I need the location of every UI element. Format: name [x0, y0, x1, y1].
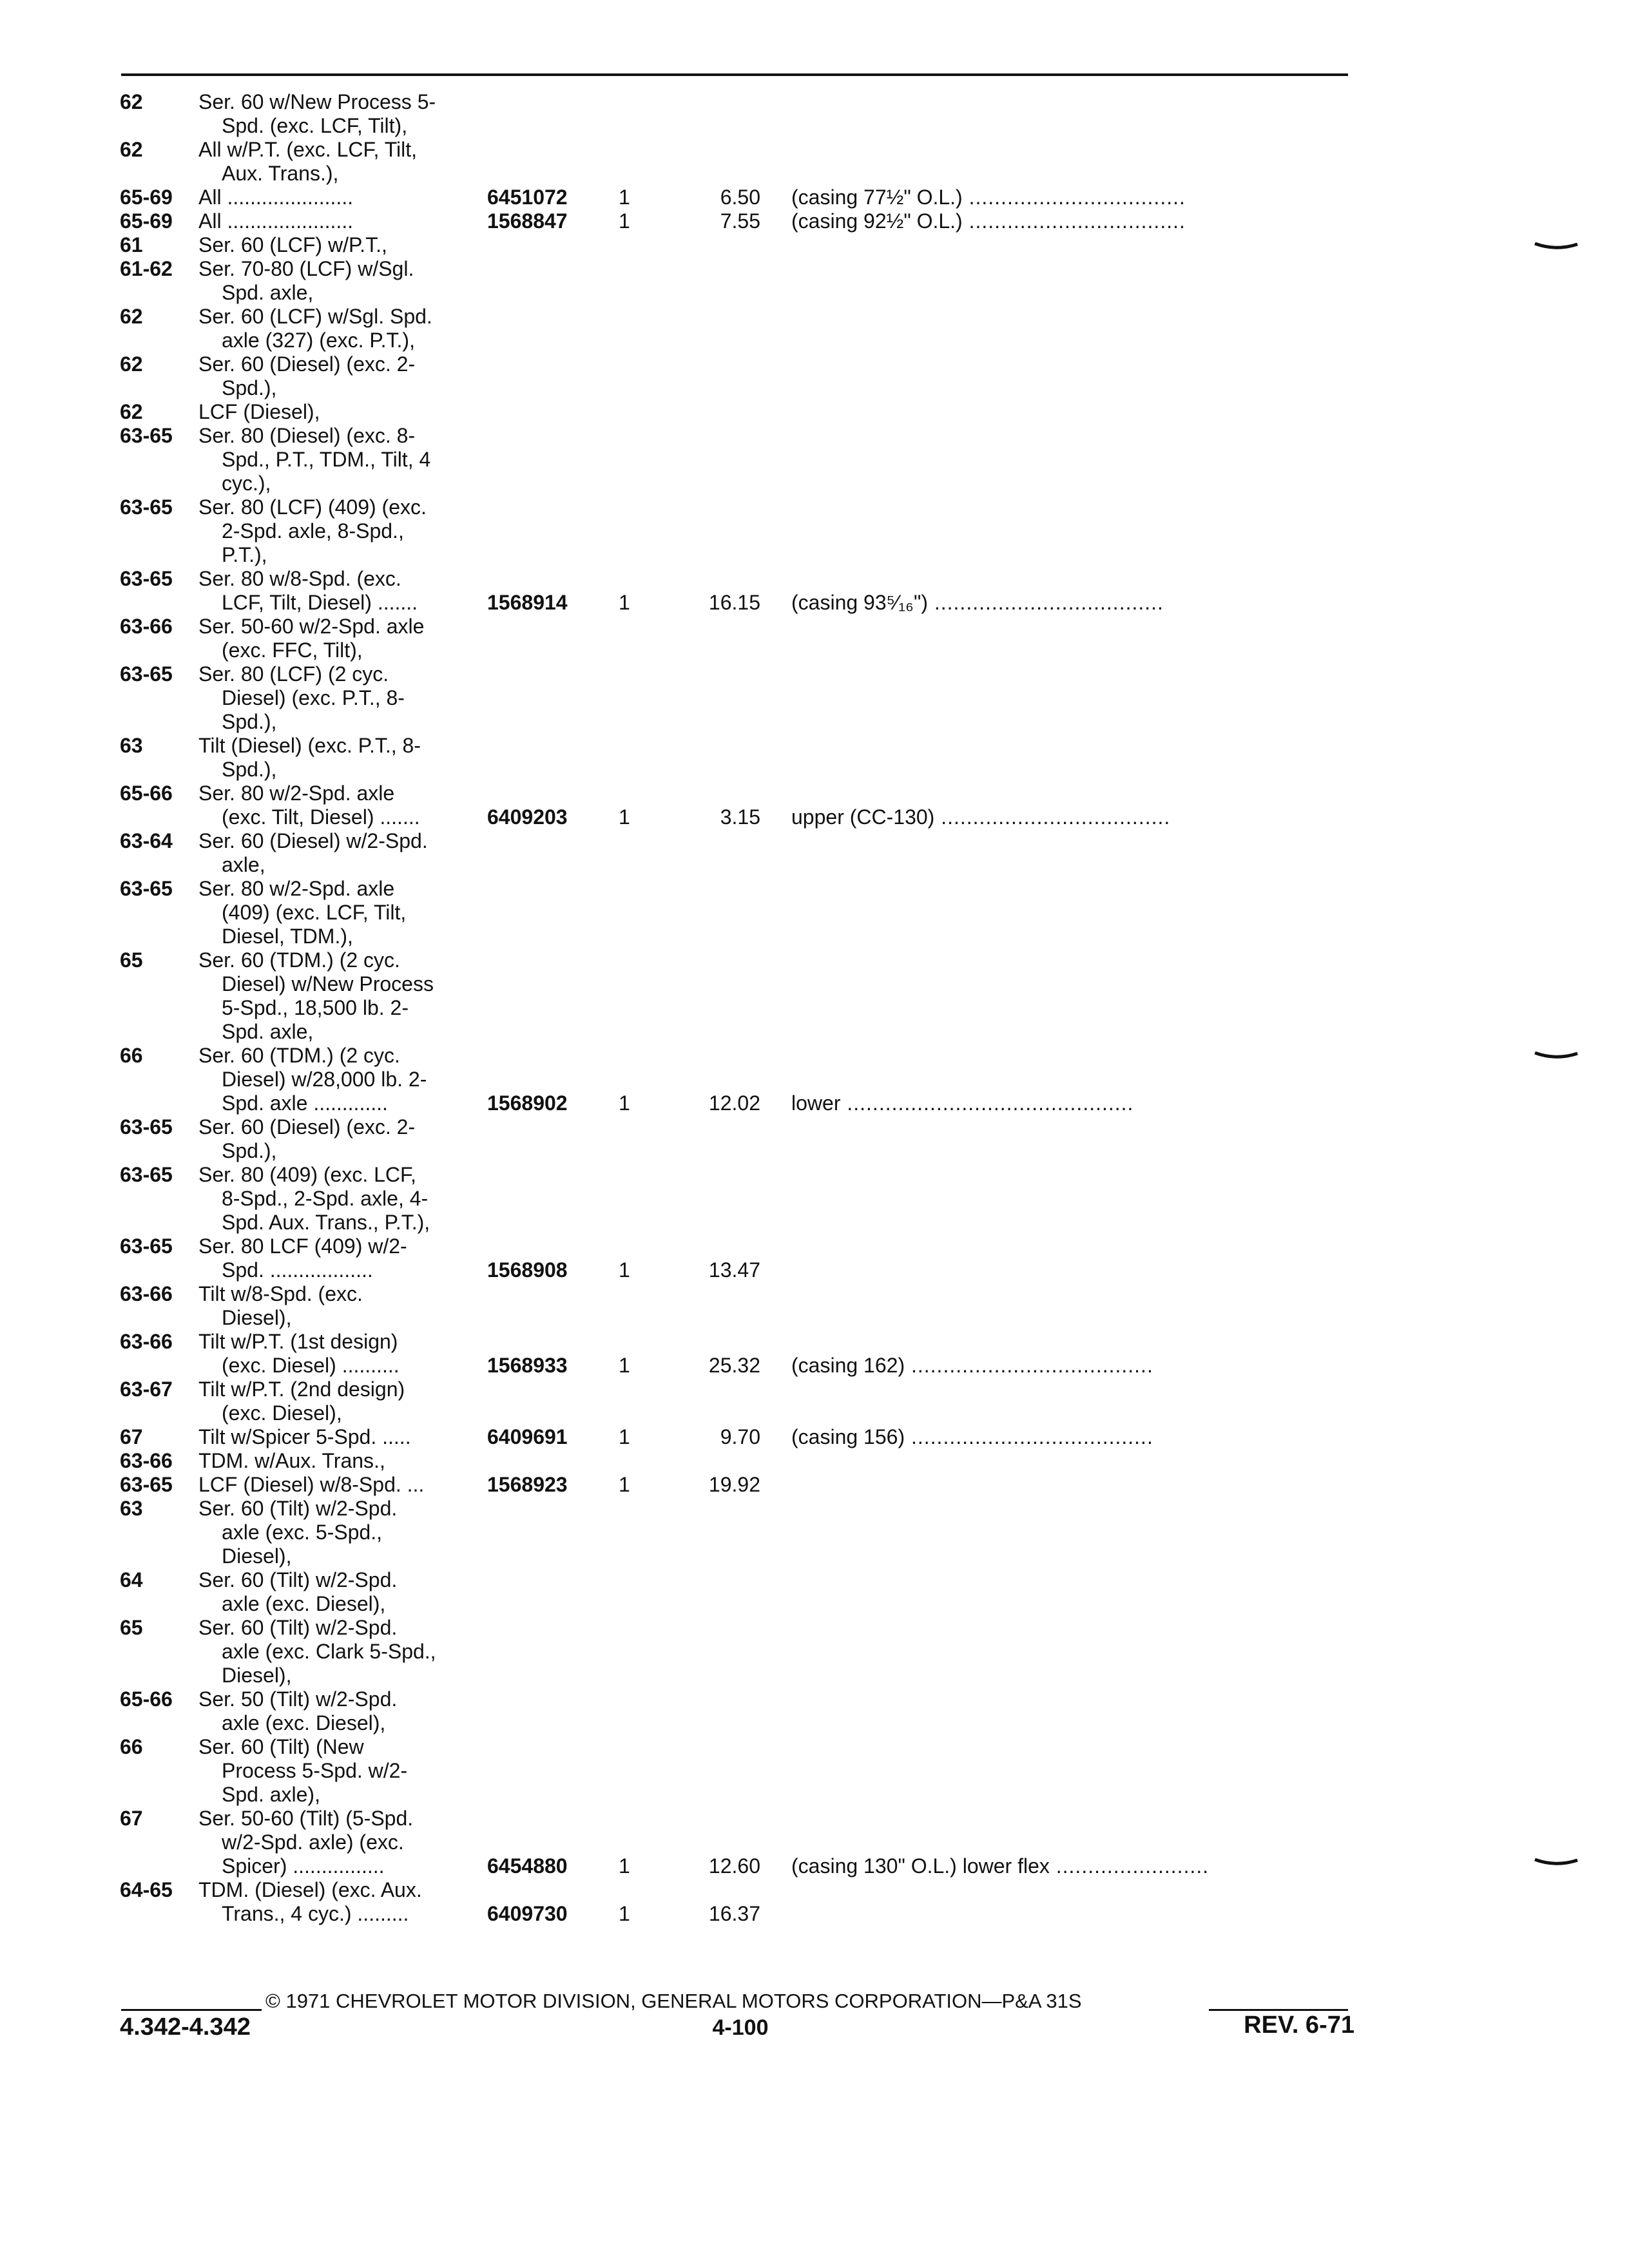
leader-dots: ......................................	[905, 1354, 1153, 1377]
footer-rule-left	[121, 2009, 262, 2011]
description-line: (exc. Diesel),	[222, 1401, 342, 1425]
note-text: (casing 156)	[791, 1425, 905, 1448]
application-description	[198, 1330, 482, 1378]
model-years: 63-66	[120, 1449, 173, 1472]
description-line: axle (exc. 5-Spd.,	[222, 1521, 382, 1544]
model-years: 62	[120, 352, 143, 376]
copyright-notice: © 1971 CHEVROLET MOTOR DIVISION, GENERAL MOTORS CORPORATION—P&A 31S	[265, 1990, 1082, 2012]
description-line: P.T.),	[222, 543, 267, 566]
part-note	[791, 1091, 1347, 1115]
application-description	[198, 1735, 482, 1807]
description-line: Ser. 60 (Diesel) (exc. 2-	[198, 352, 416, 376]
note-text: lower	[791, 1091, 841, 1115]
application-description	[198, 209, 482, 233]
description-line: (exc. Diesel) ..........	[222, 1354, 400, 1377]
description-line: Ser. 60 (Diesel) (exc. 2-	[198, 1115, 416, 1139]
margin-tick-mark	[1534, 1052, 1579, 1061]
description-line: Ser. 60 (Diesel) w/2-Spd.	[198, 829, 428, 852]
description-line: Spd. axle),	[222, 1783, 320, 1806]
description-line: Spd. axle,	[222, 1020, 314, 1043]
description-line: Ser. 80 w/8-Spd. (exc.	[198, 567, 401, 590]
application-description	[198, 1044, 482, 1115]
description-line: Ser. 80 w/2-Spd. axle	[198, 877, 395, 900]
model-years: 65-66	[120, 1687, 173, 1711]
model-years: 66	[120, 1735, 143, 1758]
description-line: Spd.),	[222, 1139, 277, 1162]
application-description	[198, 305, 482, 352]
model-years: 62	[120, 400, 143, 423]
quantity: 1	[619, 1425, 630, 1448]
quantity: 1	[619, 805, 630, 829]
model-years: 62	[120, 138, 143, 161]
page-number: 4-100	[712, 2015, 769, 2040]
model-years: 67	[120, 1425, 143, 1448]
part-number: 1568908	[487, 1258, 568, 1282]
leader-dots: ..................................	[962, 186, 1186, 209]
section-code: 4.342-4.342	[120, 2013, 251, 2041]
description-line: Diesel) (exc. P.T., 8-	[222, 686, 405, 709]
description-line: Ser. 80 (409) (exc. LCF,	[198, 1163, 416, 1186]
description-line: Ser. 60 (LCF) w/P.T.,	[198, 233, 387, 256]
application-description	[198, 1163, 482, 1235]
model-years: 65	[120, 1616, 143, 1639]
description-line: (409) (exc. LCF, Tilt,	[222, 901, 407, 924]
description-line: TDM. w/Aux. Trans.,	[198, 1449, 385, 1472]
part-note	[791, 1354, 1347, 1378]
description-line: Diesel) w/28,000 lb. 2-	[222, 1068, 427, 1091]
description-line: 2-Spd. axle, 8-Spd.,	[222, 519, 404, 543]
application-description	[198, 829, 482, 877]
description-line: axle,	[222, 853, 265, 876]
application-description	[198, 1687, 482, 1735]
description-line: Spd.),	[222, 710, 277, 733]
description-line: Ser. 50 (Tilt) w/2-Spd.	[198, 1687, 398, 1711]
model-years: 63-64	[120, 829, 173, 852]
part-number: 1568847	[487, 209, 568, 233]
description-line: LCF, Tilt, Diesel) .......	[222, 591, 418, 614]
model-years: 65-66	[120, 782, 173, 805]
quantity: 1	[619, 209, 630, 233]
model-years: 66	[120, 1044, 143, 1067]
margin-tick-mark	[1534, 242, 1579, 251]
model-years: 63-65	[120, 662, 173, 686]
note-text: upper (CC-130)	[791, 805, 935, 829]
description-line: LCF (Diesel),	[198, 400, 320, 423]
description-line: Diesel),	[222, 1306, 292, 1329]
application-description	[198, 90, 482, 138]
model-years: 63-65	[120, 1235, 173, 1258]
leader-dots: ......................................	[905, 1425, 1153, 1448]
leader-dots: ....................................	[927, 591, 1164, 614]
description-line: Trans., 4 cyc.) .........	[222, 1902, 409, 1925]
description-line: Ser. 60 (Tilt) w/2-Spd.	[198, 1568, 398, 1591]
description-line: Process 5-Spd. w/2-	[222, 1759, 408, 1782]
part-number: 6409691	[487, 1425, 568, 1448]
description-line: Spd.),	[222, 758, 277, 781]
part-note	[791, 186, 1347, 209]
note-text: (casing 77½" O.L.)	[791, 186, 963, 209]
description-line: Diesel),	[222, 1664, 292, 1687]
model-years: 63	[120, 734, 143, 757]
description-line: Ser. 50-60 (Tilt) (5-Spd.	[198, 1807, 414, 1830]
part-note	[791, 1854, 1347, 1878]
list-price: 12.02	[708, 1091, 760, 1115]
model-years: 65-69	[120, 209, 173, 233]
application-description	[198, 1235, 482, 1282]
model-years: 65	[120, 948, 143, 972]
part-note	[791, 1425, 1347, 1449]
note-text: (casing 93⁵⁄₁₆")	[791, 591, 928, 614]
model-years: 61	[120, 233, 143, 256]
part-note	[791, 591, 1347, 615]
model-years: 63-65	[120, 567, 173, 590]
description-line: Ser. 60 (Tilt) w/2-Spd.	[198, 1616, 398, 1639]
description-line: Tilt w/P.T. (1st design)	[198, 1330, 398, 1353]
description-line: Spd. axle,	[222, 281, 314, 304]
description-line: Ser. 70-80 (LCF) w/Sgl.	[198, 257, 414, 280]
part-number: 1568923	[487, 1473, 568, 1496]
leader-dots: ........................	[1049, 1854, 1210, 1878]
description-line: Ser. 80 (Diesel) (exc. 8-	[198, 424, 416, 447]
application-description	[198, 1115, 482, 1163]
quantity: 1	[619, 186, 630, 209]
application-description	[198, 495, 482, 567]
model-years: 63-65	[120, 1163, 173, 1186]
part-number: 1568914	[487, 591, 568, 614]
application-description	[198, 662, 482, 734]
application-description	[198, 186, 482, 209]
part-number: 1568902	[487, 1091, 568, 1115]
description-line: Aux. Trans.),	[222, 162, 339, 185]
model-years: 63-67	[120, 1378, 173, 1401]
margin-tick-mark	[1534, 1858, 1579, 1867]
list-price: 16.15	[708, 591, 760, 614]
model-years: 63-65	[120, 877, 173, 900]
model-years: 64-65	[120, 1878, 173, 1901]
model-years: 65-69	[120, 186, 173, 209]
application-description	[198, 615, 482, 662]
description-line: (exc. FFC, Tilt),	[222, 639, 363, 662]
leader-dots: ....................................	[934, 805, 1171, 829]
description-line: Ser. 80 (LCF) (409) (exc.	[198, 495, 427, 519]
description-line: axle (exc. Diesel),	[222, 1711, 386, 1735]
leader-dots: .............................................	[840, 1091, 1134, 1115]
model-years: 63-66	[120, 615, 173, 638]
description-line: Ser. 60 (Tilt) w/2-Spd.	[198, 1497, 398, 1520]
description-line: Ser. 80 (LCF) (2 cyc.	[198, 662, 389, 686]
description-line: cyc.),	[222, 472, 271, 495]
description-line: Tilt (Diesel) (exc. P.T., 8-	[198, 734, 421, 757]
description-line: Ser. 60 w/New Process 5-	[198, 90, 436, 113]
description-line: (exc. Tilt, Diesel) .......	[222, 805, 420, 829]
note-text: (casing 130" O.L.) lower flex	[791, 1854, 1050, 1878]
description-line: All ......................	[198, 209, 354, 233]
description-line: axle (exc. Clark 5-Spd.,	[222, 1640, 436, 1663]
part-number: 6409203	[487, 805, 568, 829]
description-line: axle (exc. Diesel),	[222, 1592, 386, 1615]
list-price: 12.60	[708, 1854, 760, 1878]
description-line: LCF (Diesel) w/8-Spd. ...	[198, 1473, 425, 1496]
application-description	[198, 1497, 482, 1568]
description-line: Spd., P.T., TDM., Tilt, 4	[222, 448, 431, 471]
application-description	[198, 1473, 482, 1497]
application-description	[198, 877, 482, 948]
model-years: 61-62	[120, 257, 173, 280]
application-description	[198, 567, 482, 615]
model-years: 63-65	[120, 424, 173, 447]
application-description	[198, 1878, 482, 1926]
description-line: Tilt w/8-Spd. (exc.	[198, 1282, 363, 1305]
description-line: Diesel, TDM.),	[222, 925, 353, 948]
application-description	[198, 1616, 482, 1687]
list-price: 16.37	[708, 1902, 760, 1925]
note-text: (casing 92½" O.L.)	[791, 209, 963, 233]
part-number: 6451072	[487, 186, 568, 209]
model-years: 67	[120, 1807, 143, 1830]
description-line: 5-Spd., 18,500 lb. 2-	[222, 996, 409, 1019]
model-years: 63	[120, 1497, 143, 1520]
description-line: Diesel) w/New Process	[222, 972, 434, 995]
revision-label: REV. 6-71	[1244, 2012, 1354, 2039]
model-years: 62	[120, 90, 143, 113]
description-line: axle (327) (exc. P.T.),	[222, 329, 415, 352]
description-line: Ser. 60 (TDM.) (2 cyc.	[198, 1044, 400, 1067]
model-years: 63-65	[120, 495, 173, 519]
description-line: All ......................	[198, 186, 354, 209]
description-line: Ser. 80 w/2-Spd. axle	[198, 782, 395, 805]
application-description	[198, 257, 482, 305]
model-years: 63-66	[120, 1330, 173, 1353]
application-description	[198, 1568, 482, 1616]
application-description	[198, 948, 482, 1044]
description-line: Spd.),	[222, 376, 277, 399]
application-description	[198, 1378, 482, 1425]
description-line: Ser. 50-60 w/2-Spd. axle	[198, 615, 425, 638]
application-description	[198, 1282, 482, 1330]
model-years: 62	[120, 305, 143, 328]
part-number: 1568933	[487, 1354, 568, 1377]
application-description	[198, 782, 482, 829]
footer-rule-right	[1209, 2009, 1348, 2011]
model-years: 63-65	[120, 1115, 173, 1139]
list-price: 9.70	[720, 1425, 760, 1448]
description-line: w/2-Spd. axle) (exc.	[222, 1831, 404, 1854]
list-price: 13.47	[708, 1258, 760, 1282]
quantity: 1	[619, 591, 630, 614]
model-years: 63-65	[120, 1473, 173, 1496]
application-description	[198, 1807, 482, 1878]
quantity: 1	[619, 1354, 630, 1377]
list-price: 7.55	[720, 209, 760, 233]
description-line: All w/P.T. (exc. LCF, Tilt,	[198, 138, 418, 161]
description-line: Ser. 80 LCF (409) w/2-	[198, 1235, 407, 1258]
description-line: Tilt w/P.T. (2nd design)	[198, 1378, 405, 1401]
description-line: Spd. axle .............	[222, 1091, 388, 1115]
list-price: 6.50	[720, 186, 760, 209]
application-description	[198, 352, 482, 400]
leader-dots: ..................................	[962, 209, 1186, 233]
part-note	[791, 805, 1347, 829]
description-line: TDM. (Diesel) (exc. Aux.	[198, 1878, 422, 1901]
quantity: 1	[619, 1258, 630, 1282]
model-years: 63-66	[120, 1282, 173, 1305]
application-description	[198, 400, 482, 424]
application-description	[198, 1425, 482, 1449]
description-line: Ser. 60 (LCF) w/Sgl. Spd.	[198, 305, 432, 328]
part-note	[791, 209, 1347, 233]
application-description	[198, 1449, 482, 1473]
description-line: Spd. ..................	[222, 1258, 373, 1282]
list-price: 3.15	[720, 805, 760, 829]
part-number: 6454880	[487, 1854, 568, 1878]
description-line: Spicer) ................	[222, 1854, 385, 1878]
description-line: Tilt w/Spicer 5-Spd. .....	[198, 1425, 411, 1448]
model-years: 64	[120, 1568, 143, 1591]
quantity: 1	[619, 1854, 630, 1878]
description-line: Spd. Aux. Trans., P.T.),	[222, 1211, 430, 1234]
description-line: Ser. 60 (TDM.) (2 cyc.	[198, 948, 400, 972]
description-line: Spd. (exc. LCF, Tilt),	[222, 114, 408, 137]
part-number: 6409730	[487, 1902, 568, 1925]
list-price: 25.32	[708, 1354, 760, 1377]
list-price: 19.92	[708, 1473, 760, 1496]
application-description	[198, 734, 482, 782]
quantity: 1	[619, 1902, 630, 1925]
description-line: Ser. 60 (Tilt) (New	[198, 1735, 364, 1758]
note-text: (casing 162)	[791, 1354, 905, 1377]
application-description	[198, 424, 482, 495]
quantity: 1	[619, 1091, 630, 1115]
description-line: 8-Spd., 2-Spd. axle, 4-	[222, 1187, 429, 1210]
description-line: Diesel),	[222, 1544, 292, 1568]
application-description	[198, 138, 482, 186]
application-description	[198, 233, 482, 257]
quantity: 1	[619, 1473, 630, 1496]
